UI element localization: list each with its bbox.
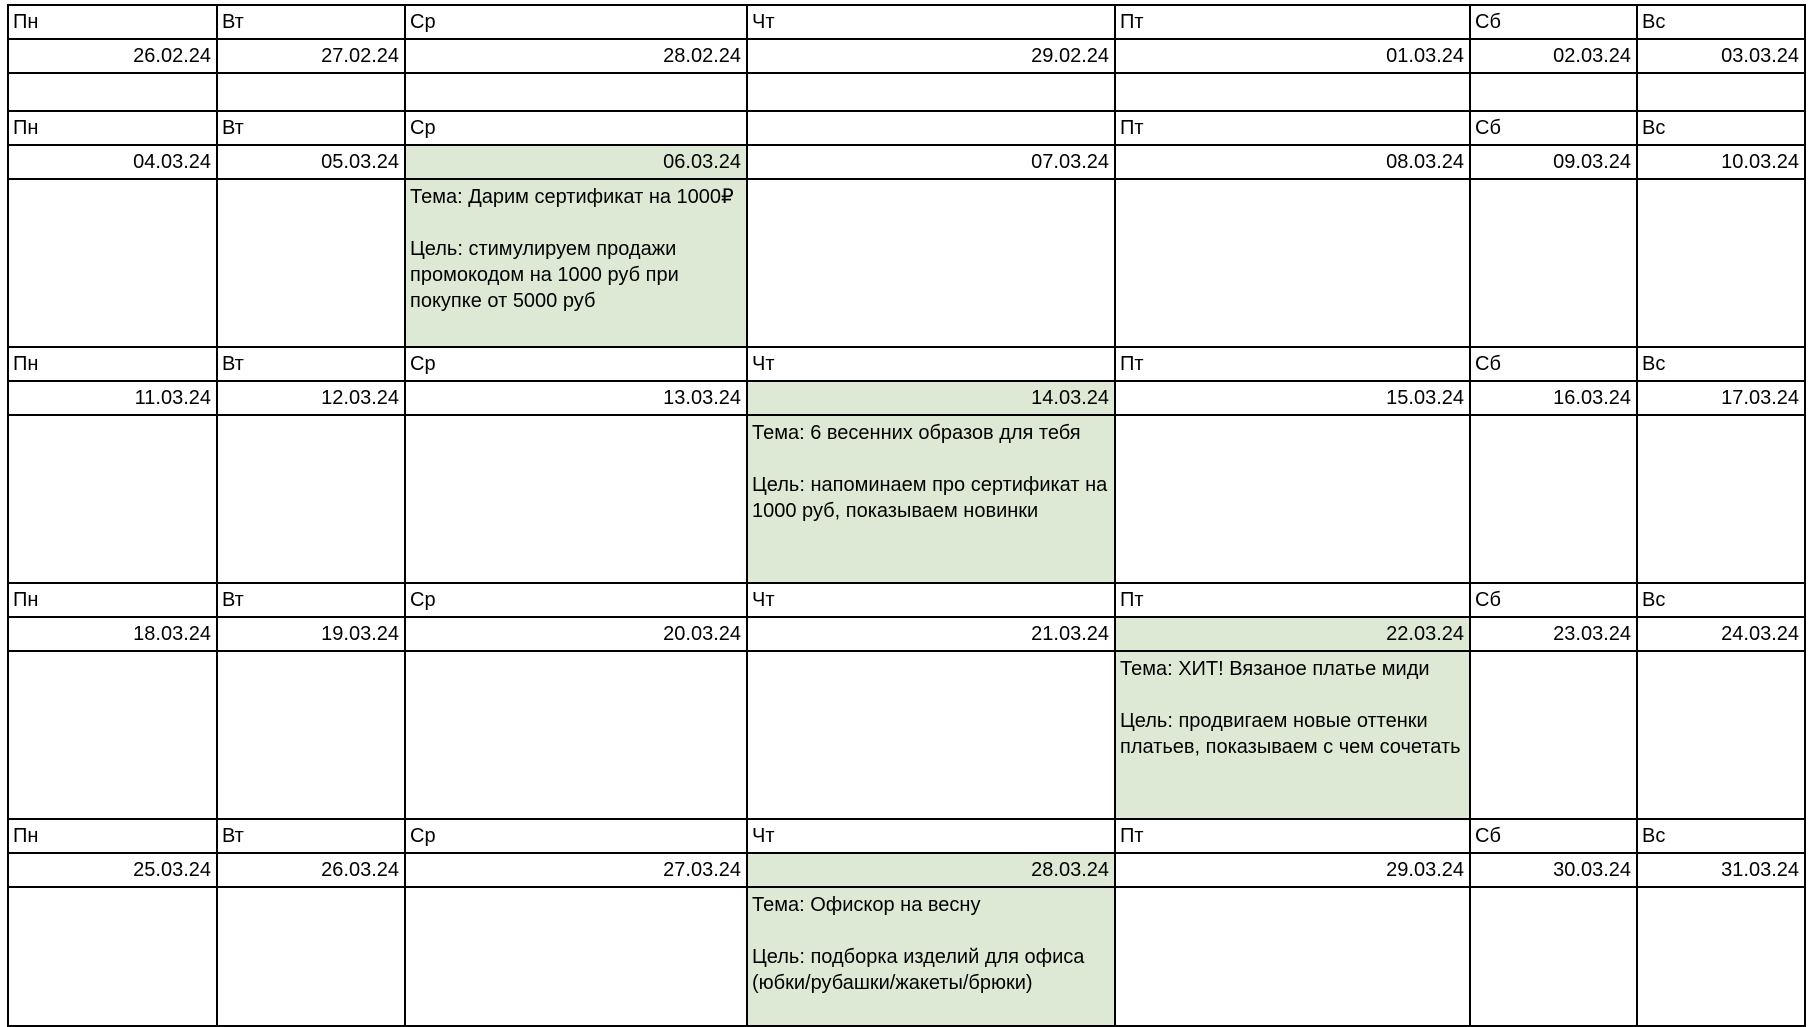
week-4-date-row [8, 617, 1805, 651]
content-calendar-table [7, 4, 1806, 1027]
weekday-cell: Ср [405, 5, 747, 39]
weekday-cell: Пт [1115, 583, 1470, 617]
date-cell: 29.02.24 [747, 39, 1115, 73]
weekday-cell: Чт [747, 347, 1115, 381]
date-cell: 28.03.24 [747, 853, 1115, 887]
date-cell: 03.03.24 [1637, 39, 1805, 73]
date-cell: 05.03.24 [217, 145, 405, 179]
note-cell [1637, 651, 1805, 819]
note-cell [1470, 887, 1637, 1026]
date-cell: 01.03.24 [1115, 39, 1470, 73]
weekday-cell: Пн [8, 347, 217, 381]
weekday-cell: Ср [405, 347, 747, 381]
note-cell [747, 651, 1115, 819]
date-cell: 27.03.24 [405, 853, 747, 887]
note-cell [405, 415, 747, 583]
week-2-date-row [8, 145, 1805, 179]
week-3-note-row [8, 415, 1805, 583]
date-cell: 21.03.24 [747, 617, 1115, 651]
note-cell [8, 415, 217, 583]
note-cell [1470, 415, 1637, 583]
weekday-cell: Сб [1470, 583, 1637, 617]
date-cell: 27.02.24 [217, 39, 405, 73]
note-cell [217, 415, 405, 583]
weekday-cell: Вс [1637, 5, 1805, 39]
note-cell [1470, 73, 1637, 111]
weekday-cell: Сб [1470, 819, 1637, 853]
weekday-cell: Пт [1115, 347, 1470, 381]
note-cell [405, 651, 747, 819]
note-cell [1115, 415, 1470, 583]
note-cell [1637, 179, 1805, 347]
weekday-cell: Пн [8, 819, 217, 853]
date-cell: 16.03.24 [1470, 381, 1637, 415]
weekday-cell: Ср [405, 583, 747, 617]
date-cell: 15.03.24 [1115, 381, 1470, 415]
weekday-cell [747, 111, 1115, 145]
note-cell: Тема: Офискор на весну Цель: подборка изделий для офиса (юбки/рубашки/жакеты/брюки) [747, 887, 1115, 1026]
date-cell: 17.03.24 [1637, 381, 1805, 415]
date-cell: 13.03.24 [405, 381, 747, 415]
date-cell: 29.03.24 [1115, 853, 1470, 887]
date-cell: 10.03.24 [1637, 145, 1805, 179]
date-cell: 28.02.24 [405, 39, 747, 73]
weekday-cell: Вс [1637, 347, 1805, 381]
date-cell: 02.03.24 [1470, 39, 1637, 73]
date-cell: 31.03.24 [1637, 853, 1805, 887]
note-cell [1637, 415, 1805, 583]
date-cell: 08.03.24 [1115, 145, 1470, 179]
date-cell: 20.03.24 [405, 617, 747, 651]
week-2-note-row [8, 179, 1805, 347]
weekday-cell: Вт [217, 5, 405, 39]
weekday-cell: Ср [405, 111, 747, 145]
weekday-cell: Чт [747, 819, 1115, 853]
note-cell [217, 73, 405, 111]
date-cell: 26.03.24 [217, 853, 405, 887]
date-cell: 09.03.24 [1470, 145, 1637, 179]
date-cell: 24.03.24 [1637, 617, 1805, 651]
note-cell [1470, 651, 1637, 819]
weekday-cell: Пн [8, 583, 217, 617]
note-cell [8, 651, 217, 819]
date-cell: 22.03.24 [1115, 617, 1470, 651]
week-1-dow-row [8, 5, 1805, 39]
weekday-cell: Ср [405, 819, 747, 853]
date-cell: 25.03.24 [8, 853, 217, 887]
note-cell: Тема: ХИТ! Вязаное платье миди Цель: продвигаем новые оттенки платьев, показываем с чем сочетать [1115, 651, 1470, 819]
week-3-dow-row [8, 347, 1805, 381]
date-cell: 18.03.24 [8, 617, 217, 651]
weekday-cell: Вт [217, 583, 405, 617]
week-2-dow-row [8, 111, 1805, 145]
weekday-cell: Чт [747, 5, 1115, 39]
weekday-cell: Пн [8, 5, 217, 39]
note-cell [1470, 179, 1637, 347]
date-cell: 26.02.24 [8, 39, 217, 73]
note-cell [217, 179, 405, 347]
week-1-date-row [8, 39, 1805, 73]
week-5-dow-row [8, 819, 1805, 853]
date-cell: 07.03.24 [747, 145, 1115, 179]
weekday-cell: Сб [1470, 111, 1637, 145]
note-cell [217, 887, 405, 1026]
note-cell [217, 651, 405, 819]
week-3-date-row [8, 381, 1805, 415]
date-cell: 23.03.24 [1470, 617, 1637, 651]
week-5-note-row [8, 887, 1805, 1026]
note-cell [8, 887, 217, 1026]
weekday-cell: Чт [747, 583, 1115, 617]
date-cell: 30.03.24 [1470, 853, 1637, 887]
weekday-cell: Пт [1115, 819, 1470, 853]
weekday-cell: Вс [1637, 819, 1805, 853]
date-cell: 14.03.24 [747, 381, 1115, 415]
week-4-dow-row [8, 583, 1805, 617]
note-cell [747, 179, 1115, 347]
week-1-note-row [8, 73, 1805, 111]
weekday-cell: Пн [8, 111, 217, 145]
note-cell [747, 73, 1115, 111]
note-cell [405, 73, 747, 111]
date-cell: 04.03.24 [8, 145, 217, 179]
note-cell: Тема: 6 весенних образов для тебя Цель: напоминаем про сертификат на 1000 руб, показываем новинки [747, 415, 1115, 583]
date-cell: 12.03.24 [217, 381, 405, 415]
note-cell [1115, 887, 1470, 1026]
week-4-note-row [8, 651, 1805, 819]
note-cell [1637, 887, 1805, 1026]
note-cell [1115, 179, 1470, 347]
note-cell: Тема: Дарим сертификат на 1000₽ Цель: стимулируем продажи промокодом на 1000 руб при покупке от 5000 руб [405, 179, 747, 347]
weekday-cell: Сб [1470, 5, 1637, 39]
note-cell [1637, 73, 1805, 111]
note-cell [8, 73, 217, 111]
note-cell [8, 179, 217, 347]
note-cell [405, 887, 747, 1026]
weekday-cell: Пт [1115, 111, 1470, 145]
weekday-cell: Вс [1637, 583, 1805, 617]
weekday-cell: Вт [217, 819, 405, 853]
weekday-cell: Вт [217, 347, 405, 381]
week-5-date-row [8, 853, 1805, 887]
weekday-cell: Сб [1470, 347, 1637, 381]
weekday-cell: Вт [217, 111, 405, 145]
date-cell: 19.03.24 [217, 617, 405, 651]
note-cell [1115, 73, 1470, 111]
date-cell: 11.03.24 [8, 381, 217, 415]
weekday-cell: Вс [1637, 111, 1805, 145]
date-cell: 06.03.24 [405, 145, 747, 179]
weekday-cell: Пт [1115, 5, 1470, 39]
